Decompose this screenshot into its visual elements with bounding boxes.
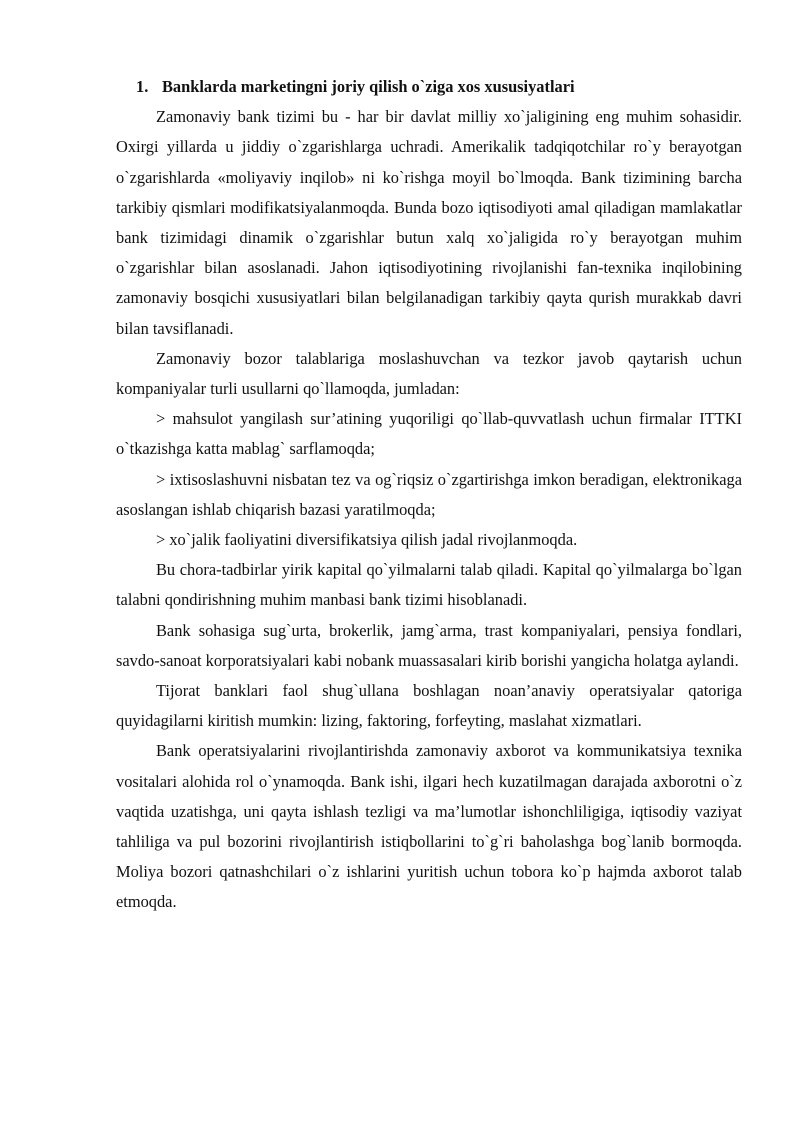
list-item-diversification: > xo`jalik faoliyatini diversifikatsiya qilish jadal rivojlanmoqda. [156, 530, 578, 550]
list-item-product-renewal: > mahsulot yangilash sur’atining yuqoriligi qo`llab-quvvatlash uchun firmalar ITTKI o`tkazishga katta mablag` sarflamoqda; [116, 409, 742, 459]
paragraph-intro: Zamonaviy bank tizimi bu - har bir davlat milliy xo`jaligining eng muhim sohasidir. Oxirgi yillarda u jiddiy o`zgarishlarga uchradi. Amerikalik tadqiqotchilar ro`y berayotgan o`zgarishlarda «moliyaviy inqilob» ni ko`rishga moyil bo`lmoqda. Bank tizimining barcha tarkibiy qismlari modifikatsiyalanmoqda. Bunda bozo iqtisodiyoti amal qiladigan mamlakatlar bank tizimidagi dinamik o`zgarishlar butun xalq xo`jaligida ro`y berayotgan muhim o`zgarishlar bilan asoslanadi. Jahon iqtisodiyotining rivojlanishi fan-texnika inqilobining zamonaviy bosqichi xususiyatlari bilan belgilanadigan tarkibiy qayta qurish murakkab davri bilan tavsiflanadi. [116, 107, 742, 338]
paragraph-nonbank-institutions: Bank sohasiga sug`urta, brokerlik, jamg`arma, trast kompaniyalari, pensiya fondlari, savdo-sanoat korporatsiyalari kabi nobank muassasalari kirib borishi yangicha holatga aylandi. [116, 620, 742, 670]
section-heading [116, 72, 742, 102]
section-number: 1. [136, 77, 149, 96]
paragraph-capital-investment: Bu chora-tadbirlar yirik kapital qo`yilmalarni talab qiladi. Kapital qo`yilmalarga bo`lgan talabni qondirishning muhim manbasi bank tizimi hisoblanadi. [116, 560, 742, 610]
document-page [116, 72, 742, 918]
list-item-specialization: > ixtisoslashuvni nisbatan tez va og`riqsiz o`zgartirishga imkon beradigan, elektronikaga asoslangan ishlab chiqarish bazasi yaratilmoqda; [116, 469, 742, 519]
paragraph-market-demands: Zamonaviy bozor talablariga moslashuvchan va tezkor javob qaytarish uchun kompaniyalar turli usullarni qo`llamoqda, jumladan: [116, 348, 742, 399]
section-title: Banklarda marketingni joriy qilish o`ziga xos xususiyatlari [162, 77, 575, 96]
paragraph-information-technology: Bank operatsiyalarini rivojlantirishda zamonaviy axborot va kommunikatsiya texnika vositalari alohida rol o`ynamoqda. Bank ishi, ilgari hech kuzatilmagan darajada axborotni o`z vaqtida uzatishga, uni qayta ishlash tezligi va ma’lumotlar ishonchliligiga, iqtisodiy vaziyat tahliliga va pul bozorini rivojlantirish istiqbollarini to`g`ri baholashga bog`lanib bormoqda. Moliya bozori qatnashchilari o`z ishlarini yuritish uchun tobora ko`p hajmda axborot talab etmoqda. [116, 741, 742, 912]
paragraph-nontraditional-operations: Tijorat banklari faol shug`ullana boshlagan noan’anaviy operatsiyalar qatoriga quyidagilarni kiritish mumkin: lizing, faktoring, forfeyting, maslahat xizmatlari. [116, 681, 742, 731]
